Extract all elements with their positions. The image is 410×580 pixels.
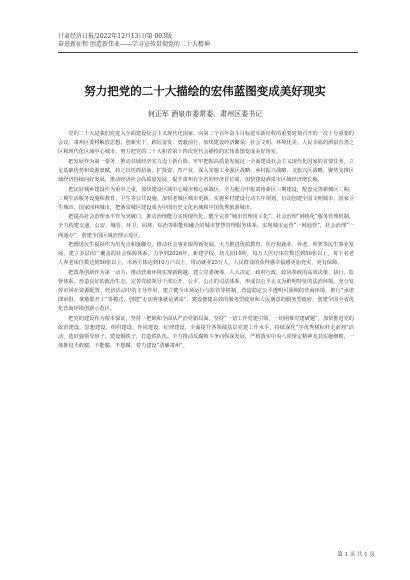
article-byline: 何正军 酒泉市委常委、肃州区委书记 [147,110,263,118]
paragraph: 把增进民生福祉作为出发点和落脚点，推动社会事业取得新发展。大力推进优质教育、医疗和就业、养老、殡葬等民生事业发展，建立多层次广覆盖的社会保障体系。力争到2026年，新建学校、幼儿园10所，每万人医疗床位数达到50张以上，每千名老人养老床位数达到50张以上，市场主体达到10万户以上，带动就业25万人，人民群众的获得感幸福感更加充实、更有保障。 [58,242,354,267]
paragraph: 党的二十大是我们党进入全面建设社会主义现代化国家、向第二个百年奋斗目标进军新征程的重要时刻召开的一次十分重要的会议。肃州区委将解放思想、创新实干，踔厉奋发、勇毅前行，加快建设经济繁荣、社会文明、环境优美、人民幸福的酒泉首善之区和现代化区域中心城市，努力把党的二十大和省第十四次党代会描绘的宏伟蓝图变成美好现实。 [58,131,354,156]
source-line: 甘肃经济日报/2022年12月13日/第 003版 [58,33,172,40]
paragraph: 把民好城乡建设作为重中之重，加快建设区域中心城市核心承载区。全力配合申报肃州新区三期建设，配套完善新城区二期、三期生活服务设施和教育、卫生等公共设施，加快老城区城市更新，实施乡村建设行动五年规划，启动创建全国文明城市、国家卫生城市、国家园林城市，把酒泉城区建设成为中国历史文化名城和中国优秀旅游城市。 [58,186,354,211]
column-line: 奋进新征程 创造新伟业——学习宣传贯彻党的二十大精神 [58,41,210,48]
article-body [58,130,354,352]
article-title: 努力把党的二十大描绘的宏伟蓝图变成美好现实 [84,84,326,98]
paragraph: 把发展作为第一要务，推动县域经济实力迈上新台阶。牢牢把握高质量发展这一全面建设社会主义现代化国家的首要任务，立足基础优势和资源禀赋，持之以恒抓招商、扩投资、育产业，深入实施工业强区战略、乡村振兴战略、文旅兴区战略，聚势支撑区域经济持续向好发展，推动经济社会高质量发展，提升肃州在全省的经济首位度，加快建设酒泉市区域经济增长极。 [58,158,354,183]
paragraph: 把改革创新作为第一动力，推动营商环境实现新跨越。建立党委统筹、人大决定、政府行政、政协参政的高效决策、执行、监督体系，营造良好的政治生态。完善党政领导干部公开、公平、公正的司法体系，形成以公平正义为鲜明特征的法治环境。充分发挥市场在资源配置、经济活动中的主导作用，建立健全市场运行与监管等机制，营造稳定公平透明可预期的营商环境，推行“承诺即审批、拿地即开工”等模式，创建“无证明事就是酒泉”，建设便捷高效的服务型政府和人民满意的服务型政府，创建全国全省优化营商环境创新示范区。 [58,269,354,313]
paragraph: 把党的建设作为根本保证，坚持一把锁和全面从严治党新局面。坚持“一切工作党建引领，一切困难党建破题”，加快推进党的政治建设、思想建设、组织建设、作风建设、纪律建设，全面提升各领域基层党建工作水平，持续深化“学优秀树标杆走前列”活动，选好强领导班子，建设铜铁子，打造铁队伍。全力推动反腐败斗争向纵深发展，严格落实中央八项规定精神及其实施细则，一体推进不敢腐、不能腐、不想腐，着力建设“清廉肃州”。 [58,315,354,350]
publication-header [58,33,358,49]
paragraph: 把提高社会治理水平作为突破口，推动治理能力实现现代化。健全完善“城市管理用工化”、社会治理“网格化”服务管理机制，全力构建交通、公安、城管、环卫、园林、综治等职能相融合的城市智慧管理服务体系，实现城市运营“一网通管”，社会治理“一网通办”，创建全国区域治理示范区。 [58,214,354,239]
header-divider [58,52,358,53]
page-number: 第 1 页 共 1 页 [337,552,375,558]
